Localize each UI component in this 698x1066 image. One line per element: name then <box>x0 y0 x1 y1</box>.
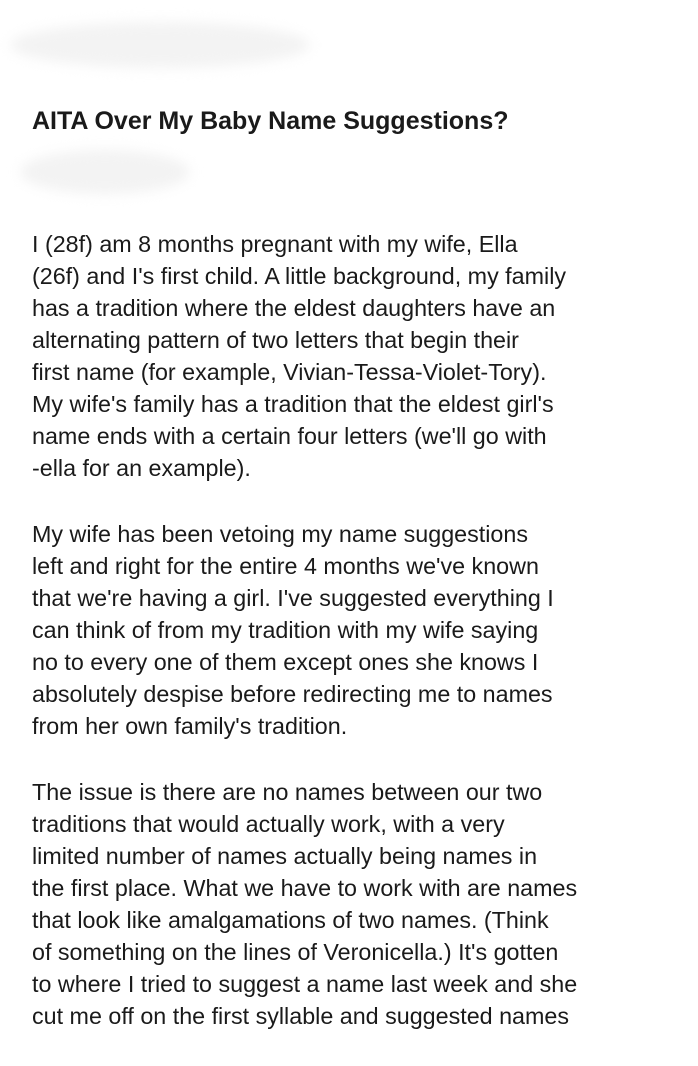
text-line: can think of from my tradition with my wife saying <box>32 617 539 643</box>
text-line: that look like amalgamations of two names. (Think <box>32 907 549 933</box>
text-line: I (28f) am 8 months pregnant with my wife, Ella <box>32 231 518 257</box>
text-line: name ends with a certain four letters (we'll go with <box>32 423 547 449</box>
text-line: traditions that would actually work, with a very <box>32 811 505 837</box>
text-line: limited number of names actually being names in <box>32 843 538 869</box>
text-line: that we're having a girl. I've suggested everything I <box>32 585 554 611</box>
text-line: -ella for an example). <box>32 455 251 481</box>
text-line: My wife's family has a tradition that the eldest girl's <box>32 391 554 417</box>
text-line: from her own family's tradition. <box>32 713 348 739</box>
text-line: The issue is there are no names between our two <box>32 779 543 805</box>
text-line: (26f) and I's first child. A little background, my family <box>32 263 567 289</box>
text-line: absolutely despise before redirecting me to names <box>32 681 553 707</box>
post-body <box>32 228 672 1066</box>
text-line: cut me off on the first syllable and suggested names <box>32 1003 570 1029</box>
text-line: no to every one of them except ones she knows I <box>32 649 539 675</box>
paragraph-3 <box>32 776 672 1032</box>
text-line: of something on the lines of Veronicella.) It's gotten <box>32 939 559 965</box>
paragraph-2 <box>32 518 672 742</box>
text-line: alternating pattern of two letters that begin their <box>32 327 519 353</box>
text-line: the first place. What we have to work with are names <box>32 875 578 901</box>
text-line: left and right for the entire 4 months we've known <box>32 553 539 579</box>
post-title: AITA Over My Baby Name Suggestions? <box>32 107 509 135</box>
paragraph-1 <box>32 228 672 484</box>
text-line: has a tradition where the eldest daughters have an <box>32 295 556 321</box>
redacted-header-area <box>10 22 310 68</box>
text-line: My wife has been vetoing my name suggestions <box>32 521 528 547</box>
redacted-subheader-area <box>20 150 190 194</box>
text-line: to where I tried to suggest a name last week and she <box>32 971 578 997</box>
text-line: first name (for example, Vivian-Tessa-Violet-Tory). <box>32 359 547 385</box>
